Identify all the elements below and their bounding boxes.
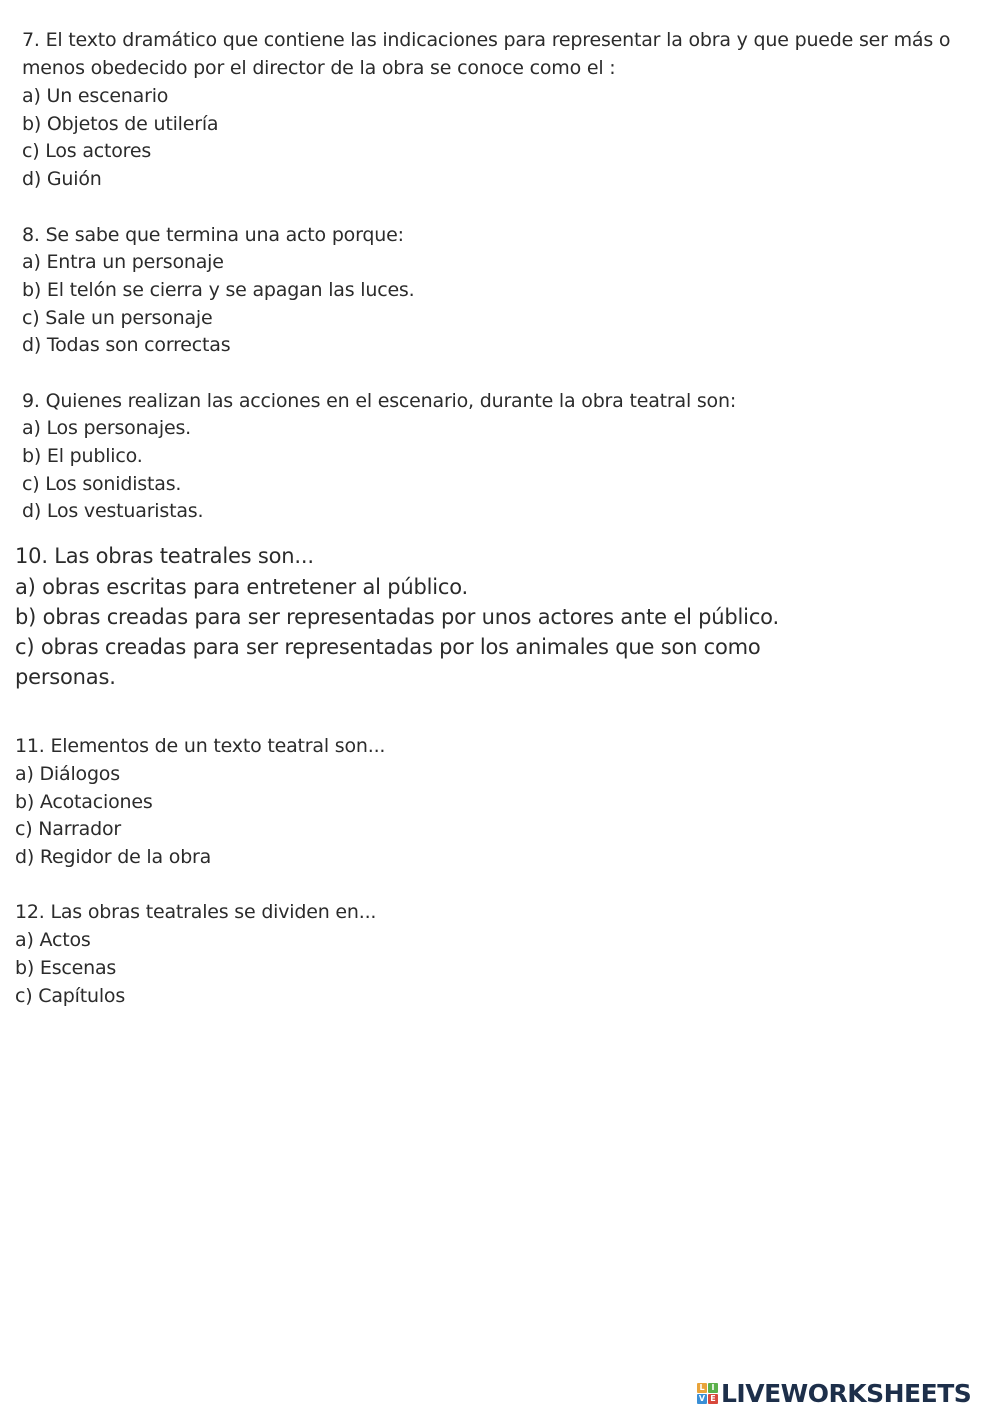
logo-brand-text: LIVEWORKSHEETS [721,1378,972,1408]
question-11-option-d: d) Regidor de la obra [15,846,212,868]
logo-letter-e: E [708,1394,718,1404]
question-11-text: 11. Elementos de un texto teatral son... [15,735,386,757]
question-12-text: 12. Las obras teatrales se dividen en... [15,901,377,923]
question-9-text: 9. Quienes realizan las acciones en el escenario, durante la obra teatral son: [22,390,737,412]
question-10-option-a: a) obras escritas para entretener al público. [15,575,468,599]
question-7-option-c: c) Los actores [22,140,152,162]
question-8-option-c: c) Sale un personaje [22,307,213,329]
question-9-option-c: c) Los sonidistas. [22,473,182,495]
question-10-text: 10. Las obras teatrales son... [15,544,314,568]
question-12-option-a: a) Actos [15,929,91,951]
question-8-text: 8. Se sabe que termina una acto porque: [22,224,404,246]
question-12-option-c: c) Capítulos [15,985,126,1007]
question-9-option-a: a) Los personajes. [22,417,191,439]
question-10-option-c-continued: personas. [15,665,116,689]
question-9-option-b: b) El publico. [22,445,143,467]
logo-letter-v: V [698,1393,706,1403]
question-7-text-line-1: 7. El texto dramático que contiene las indicaciones para representar la obra y que puede ser más o [22,29,951,51]
question-9-option-d: d) Los vestuaristas. [22,500,204,522]
liveworksheets-logo [697,1378,995,1408]
question-8-option-b: b) El telón se cierra y se apagan las luces. [22,279,415,301]
logo-letter-l: L [697,1383,707,1393]
question-8-option-d: d) Todas son correctas [22,334,231,356]
question-11-option-b: b) Acotaciones [15,791,153,813]
question-7-option-b: b) Objetos de utilería [22,113,219,135]
question-10-option-b: b) obras creadas para ser representadas por unos actores ante el público. [15,605,779,629]
question-11-option-c: c) Narrador [15,818,121,840]
question-7-option-d: d) Guión [22,168,102,190]
question-10-option-c: c) obras creadas para ser representadas por los animales que son como [15,635,761,659]
question-11-option-a: a) Diálogos [15,763,120,785]
logo-letter-i: I [708,1383,718,1393]
logo-mark-icon [697,1383,718,1404]
question-7-text-line-2: menos obedecido por el director de la obra se conoce como el : [22,57,616,79]
question-8-option-a: a) Entra un personaje [22,251,224,273]
question-12-option-b: b) Escenas [15,957,117,979]
question-7-option-a: a) Un escenario [22,85,169,107]
